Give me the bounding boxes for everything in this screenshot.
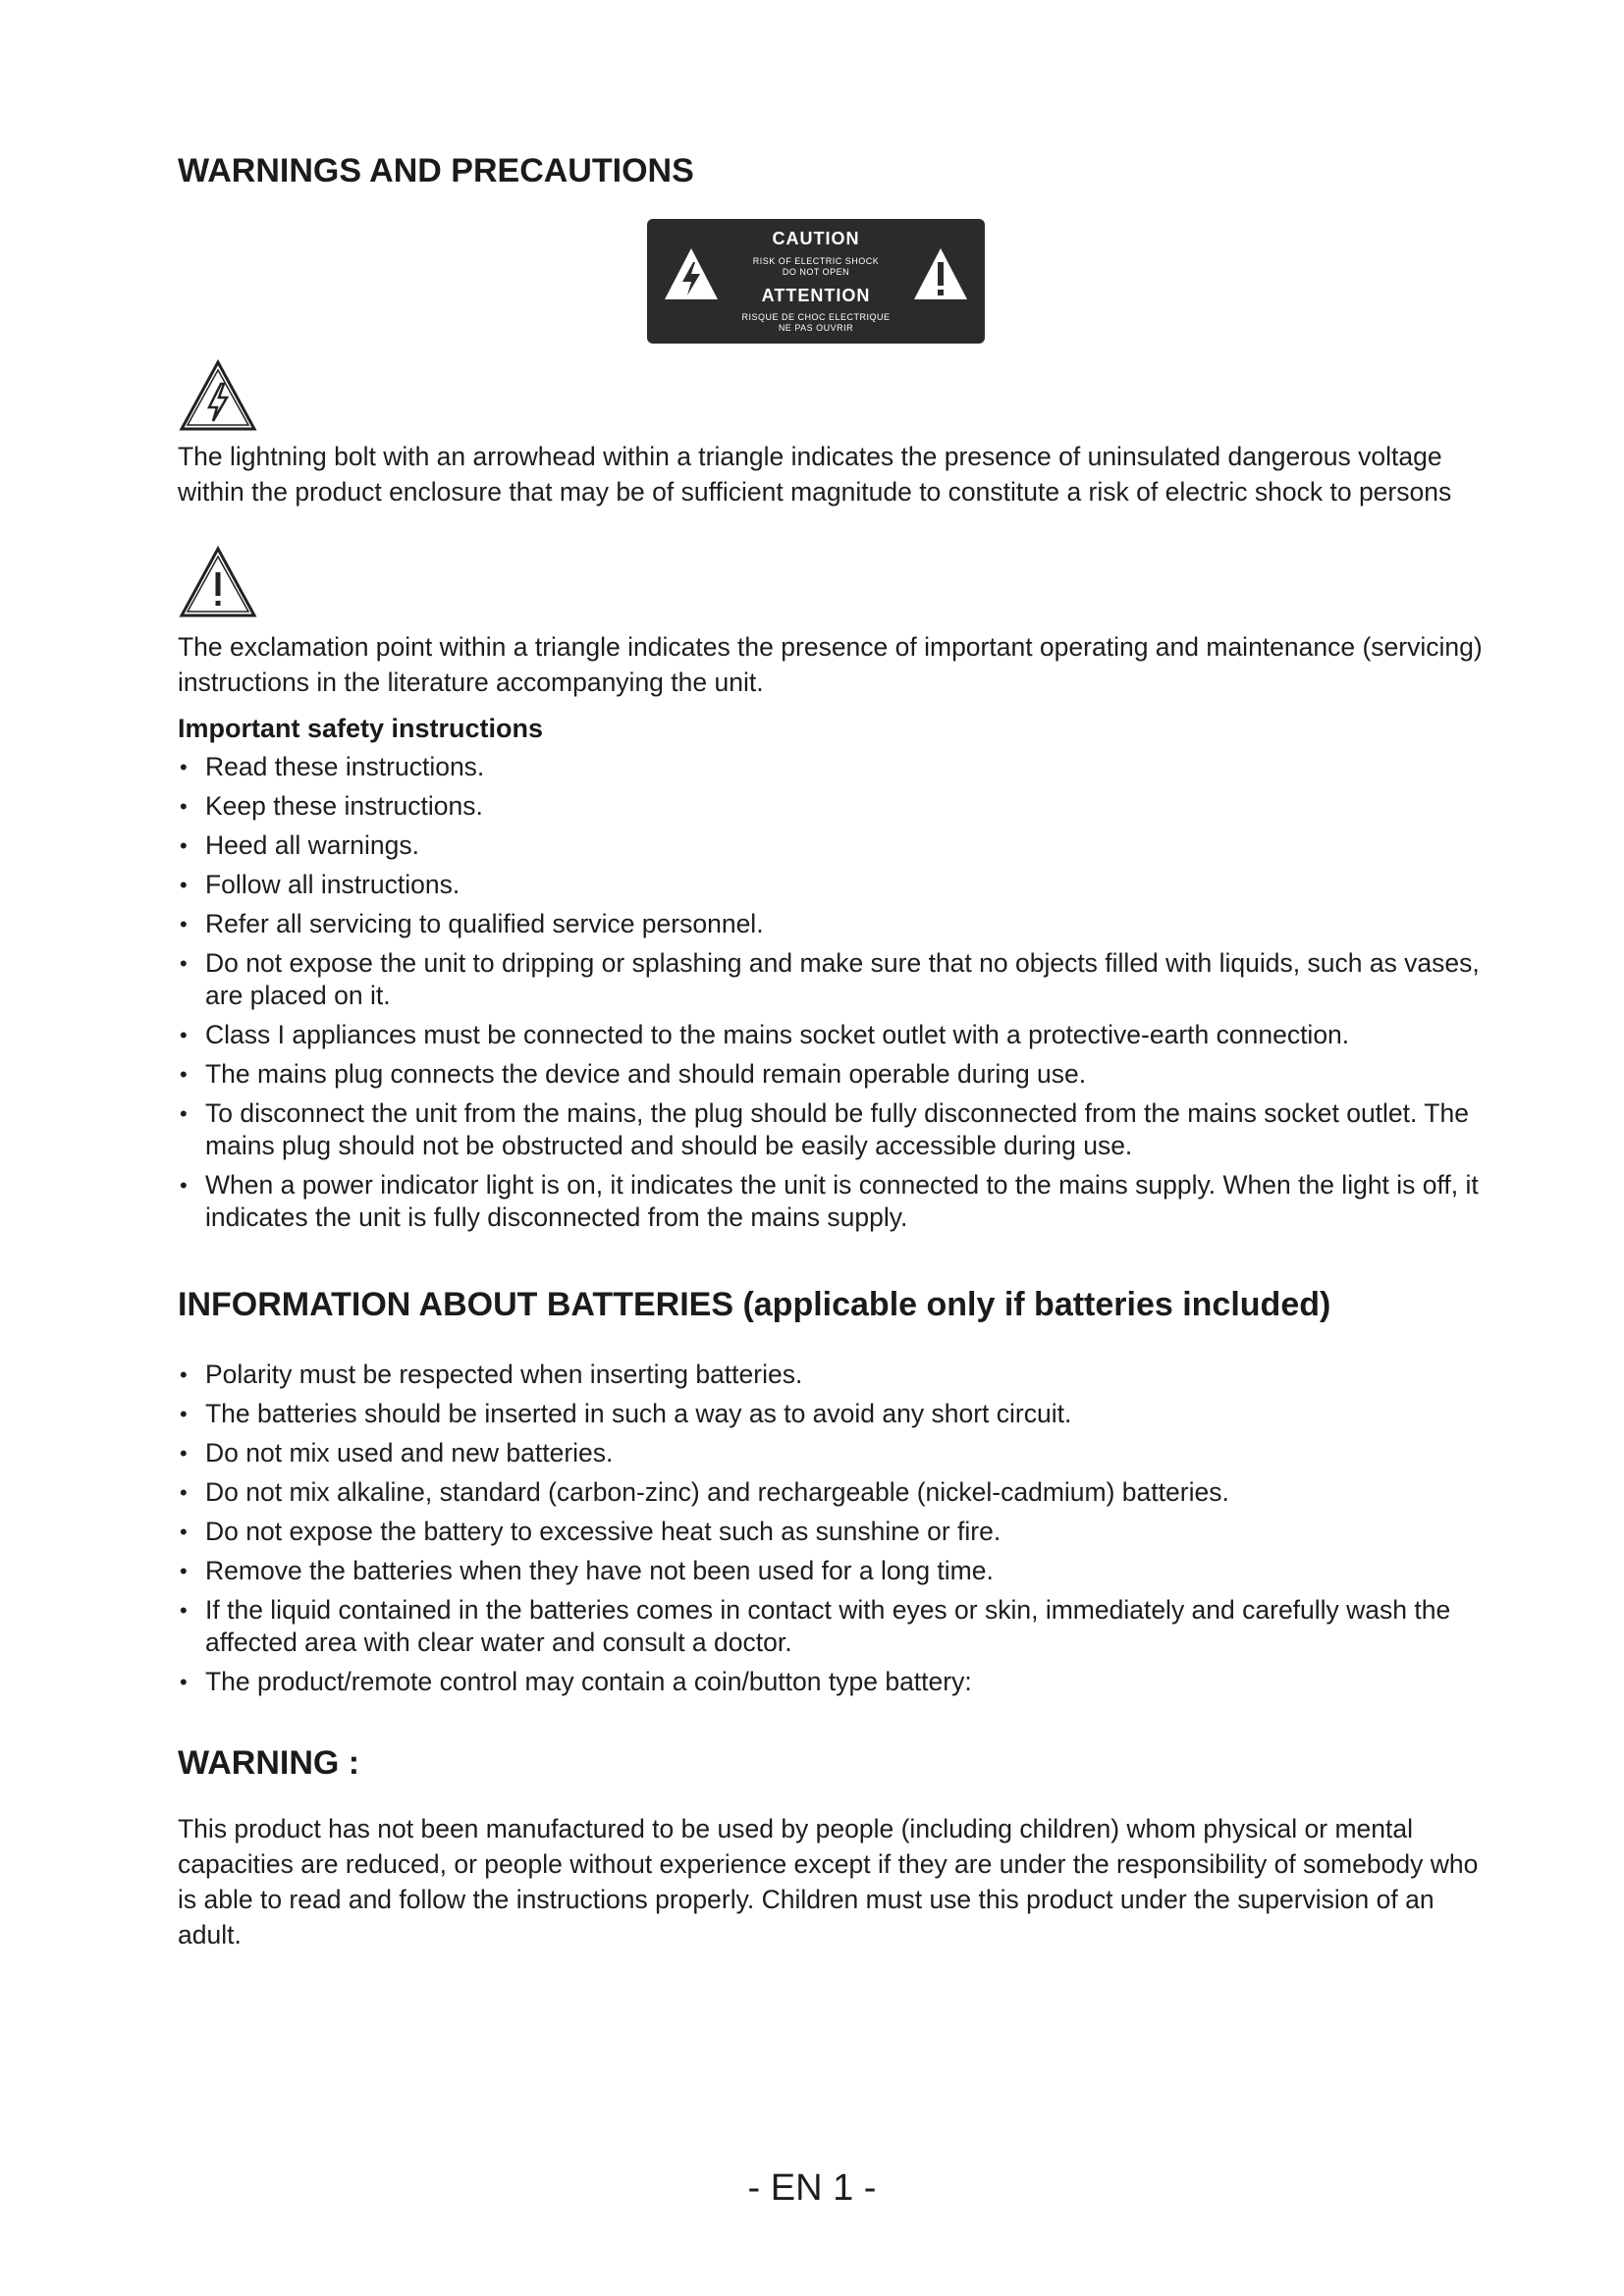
attention-title: ATTENTION bbox=[761, 286, 871, 305]
lightning-triangle-icon bbox=[178, 358, 258, 433]
exclamation-triangle-icon bbox=[178, 545, 258, 619]
page-title: WARNINGS AND PRECAUTIONS bbox=[178, 152, 694, 189]
caution-title: CAUTION bbox=[772, 229, 860, 248]
caution-risk-en-1: RISK OF ELECTRIC SHOCK bbox=[752, 256, 880, 266]
warning-paragraph: This product has not been manufactured to be used by people (including children) whom physical or mental capacities are reduced, or people without experience except if they are under the responsibility of somebody who is able to read and follow the instructions properly. Children must use this product under the supervision of an adult. bbox=[178, 1814, 1479, 1949]
list-item: • Heed all warnings. bbox=[178, 829, 1484, 862]
list-item: • Do not mix used and new batteries. bbox=[178, 1437, 1484, 1469]
exclamation-description: The exclamation point within a triangle indicates the presence of important operating and maintenance (servicing) instructions in the literature accompanying the unit. bbox=[178, 632, 1483, 697]
list-item: • The product/remote control may contain a coin/button type battery: bbox=[178, 1666, 1484, 1698]
page-number: - EN 1 - bbox=[747, 2167, 877, 2209]
safety-heading: Important safety instructions bbox=[178, 714, 544, 743]
list-item: • To disconnect the unit from the mains, the plug should be fully disconnected from the mains socket outlet. The mains plug should not be obstructed and should be easily accessible during use. bbox=[178, 1097, 1484, 1162]
list-item: • Polarity must be respected when inserting batteries. bbox=[178, 1359, 1484, 1391]
lightning-description: The lightning bolt with an arrowhead within a triangle indicates the presence of uninsulated dangerous voltage within the product enclosure that may be of sufficient magnitude to constitute a risk of electric shock to persons bbox=[178, 442, 1452, 507]
list-item: • Class I appliances must be connected to the mains socket outlet with a protective-earth connection. bbox=[178, 1019, 1484, 1051]
list-item: • If the liquid contained in the batteries comes in contact with eyes or skin, immediately and carefully wash the affected area with clear water and consult a doctor. bbox=[178, 1594, 1484, 1659]
safety-list bbox=[178, 751, 1484, 1241]
list-item: • Read these instructions. bbox=[178, 751, 1484, 783]
list-item: • The mains plug connects the device and should remain operable during use. bbox=[178, 1058, 1484, 1091]
list-item: • The batteries should be inserted in such a way as to avoid any short circuit. bbox=[178, 1398, 1484, 1430]
list-item: • Refer all servicing to qualified service personnel. bbox=[178, 908, 1484, 940]
warning-heading: WARNING : bbox=[178, 1744, 360, 1782]
list-item: • Keep these instructions. bbox=[178, 790, 1484, 823]
caution-risk-fr-1: RISQUE DE CHOC ELECTRIQUE bbox=[741, 312, 891, 322]
caution-risk-en-2: DO NOT OPEN bbox=[782, 267, 850, 277]
caution-label bbox=[647, 219, 985, 344]
list-item: • Remove the batteries when they have not been used for a long time. bbox=[178, 1555, 1484, 1587]
list-item: • When a power indicator light is on, it indicates the unit is connected to the mains supply. When the light is off, it indicates the unit is fully disconnected from the mains supply. bbox=[178, 1169, 1484, 1234]
list-item: • Follow all instructions. bbox=[178, 869, 1484, 901]
list-item: • Do not expose the unit to dripping or splashing and make sure that no objects filled with liquids, such as vases, are placed on it. bbox=[178, 947, 1484, 1012]
batteries-list bbox=[178, 1359, 1484, 1705]
caution-risk-fr-2: NE PAS OUVRIR bbox=[778, 323, 854, 333]
list-item: • Do not expose the battery to excessive heat such as sunshine or fire. bbox=[178, 1516, 1484, 1548]
batteries-heading: INFORMATION ABOUT BATTERIES (applicable only if batteries included) bbox=[178, 1286, 1331, 1323]
list-item: • Do not mix alkaline, standard (carbon-zinc) and rechargeable (nickel-cadmium) batteries. bbox=[178, 1476, 1484, 1509]
